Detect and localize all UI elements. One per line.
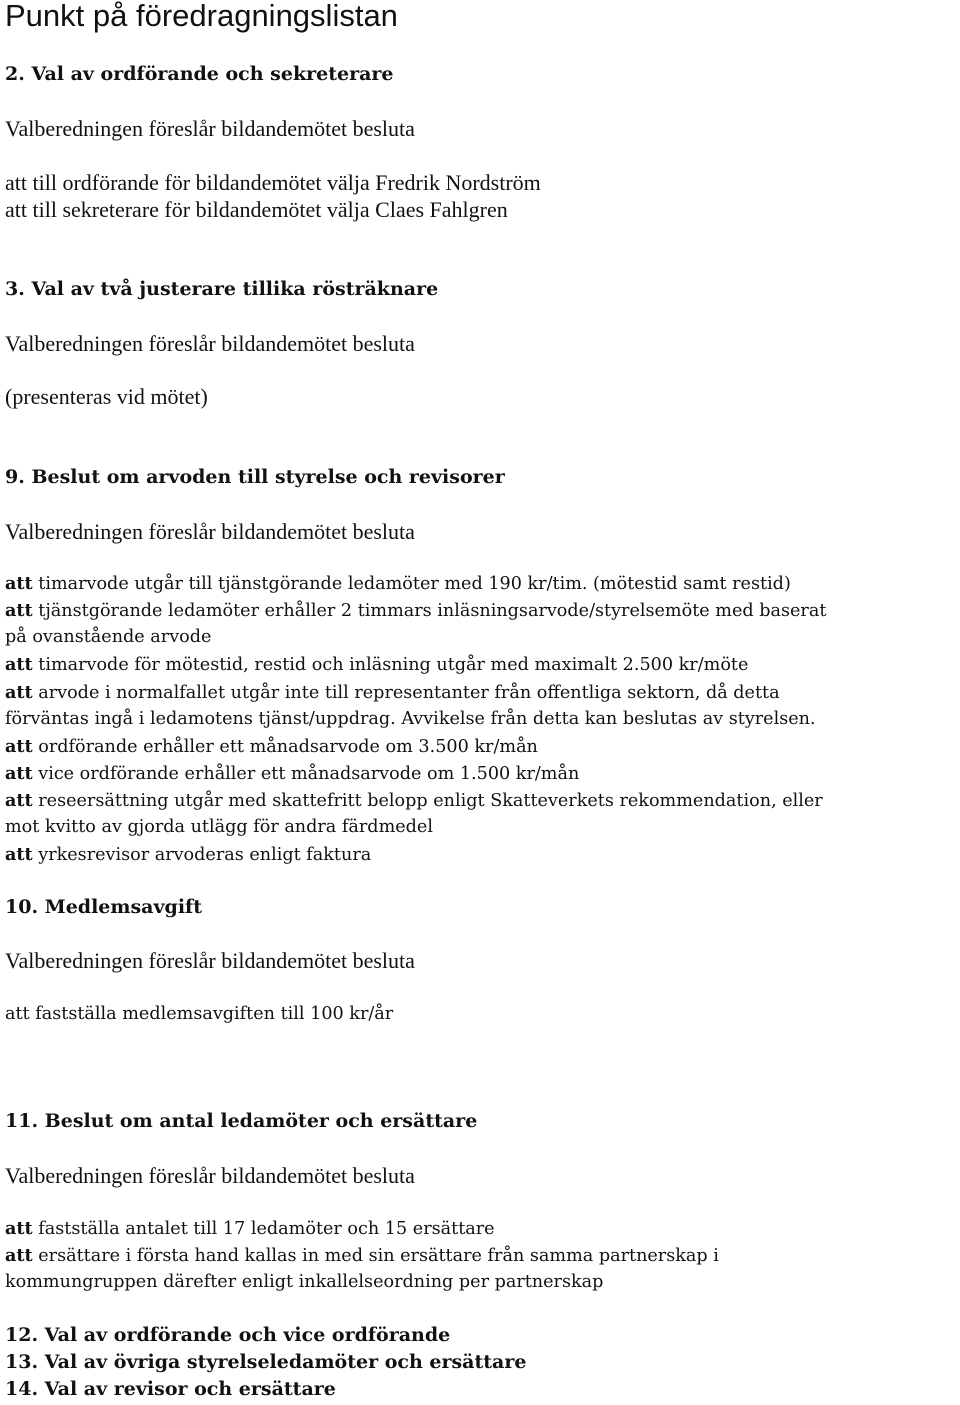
- section-heading-2: 2. Val av ordförande och sekreterare: [5, 63, 394, 85]
- section-9-line-4: att timarvode för mötestid, restid och inläsning utgår med maximalt 2.500 kr/möte: [5, 654, 749, 675]
- att-keyword: att: [5, 790, 33, 811]
- page-title: Punkt på föredragningslistan: [5, 0, 398, 33]
- section-2-line-2: att till sekreterare för bildandemötet välja Claes Fahlgren: [5, 197, 508, 222]
- section-11-line-1: att fastställa antalet till 17 ledamöter och 15 ersättare: [5, 1218, 495, 1239]
- section-heading-11: 11. Beslut om antal ledamöter och ersättare: [5, 1110, 478, 1132]
- section-9-line-2: att tjänstgörande ledamöter erhåller 2 timmars inläsningsarvode/styrelsemöte med baserat: [5, 600, 827, 621]
- section-3-proposal: Valberedningen föreslår bildandemötet besluta: [5, 331, 415, 356]
- section-9-line-5: att arvode i normalfallet utgår inte till representanter från offentliga sektorn, då detta: [5, 682, 780, 703]
- section-9-line-9: att reseersättning utgår med skattefritt belopp enligt Skatteverkets rekommendation, eller: [5, 790, 823, 811]
- section-9-line-3: på ovanstående arvode: [5, 627, 212, 647]
- section-11-line-2: att ersättare i första hand kallas in med sin ersättare från samma partnerskap i: [5, 1245, 719, 1266]
- section-9-line-11: att yrkesrevisor arvoderas enligt faktura: [5, 844, 372, 865]
- section-heading-10: 10. Medlemsavgift: [5, 896, 202, 918]
- section-2-proposal: Valberedningen föreslår bildandemötet besluta: [5, 116, 415, 141]
- section-3-line-1: (presenteras vid mötet): [5, 384, 208, 409]
- section-heading-14: 14. Val av revisor och ersättare: [5, 1378, 336, 1400]
- section-2-line-1: att till ordförande för bildandemötet välja Fredrik Nordström: [5, 170, 541, 195]
- section-11-line-3: kommungruppen därefter enligt inkallelseordning per partnerskap: [5, 1272, 604, 1292]
- att-keyword: att: [5, 844, 33, 865]
- section-10-line-1: att fastställa medlemsavgiften till 100 kr/år: [5, 1004, 394, 1024]
- section-heading-12: 12. Val av ordförande och vice ordförande: [5, 1324, 451, 1346]
- section-9-line-7: att ordförande erhåller ett månadsarvode om 3.500 kr/mån: [5, 736, 538, 757]
- att-keyword: att: [5, 600, 33, 621]
- att-keyword: att: [5, 736, 33, 757]
- att-keyword: att: [5, 1218, 33, 1239]
- section-heading-13: 13. Val av övriga styrelseledamöter och ersättare: [5, 1351, 527, 1373]
- att-keyword: att: [5, 763, 33, 784]
- att-keyword: att: [5, 682, 33, 703]
- att-keyword: att: [5, 573, 33, 594]
- section-9-line-10: mot kvitto av gjorda utlägg för andra färdmedel: [5, 817, 433, 837]
- section-9-line-6: förväntas ingå i ledamotens tjänst/uppdrag. Avvikelse från detta kan beslutas av styrelsen.: [5, 709, 816, 729]
- att-keyword: att: [5, 1245, 33, 1266]
- section-10-proposal: Valberedningen föreslår bildandemötet besluta: [5, 948, 415, 973]
- section-heading-9: 9. Beslut om arvoden till styrelse och revisorer: [5, 466, 505, 488]
- section-9-line-1: att timarvode utgår till tjänstgörande ledamöter med 190 kr/tim. (mötestid samt restid): [5, 573, 791, 594]
- section-9-proposal: Valberedningen föreslår bildandemötet besluta: [5, 519, 415, 544]
- section-heading-3: 3. Val av två justerare tillika rösträknare: [5, 278, 439, 300]
- section-11-proposal: Valberedningen föreslår bildandemötet besluta: [5, 1163, 415, 1188]
- att-keyword: att: [5, 654, 33, 675]
- section-9-line-8: att vice ordförande erhåller ett månadsarvode om 1.500 kr/mån: [5, 763, 580, 784]
